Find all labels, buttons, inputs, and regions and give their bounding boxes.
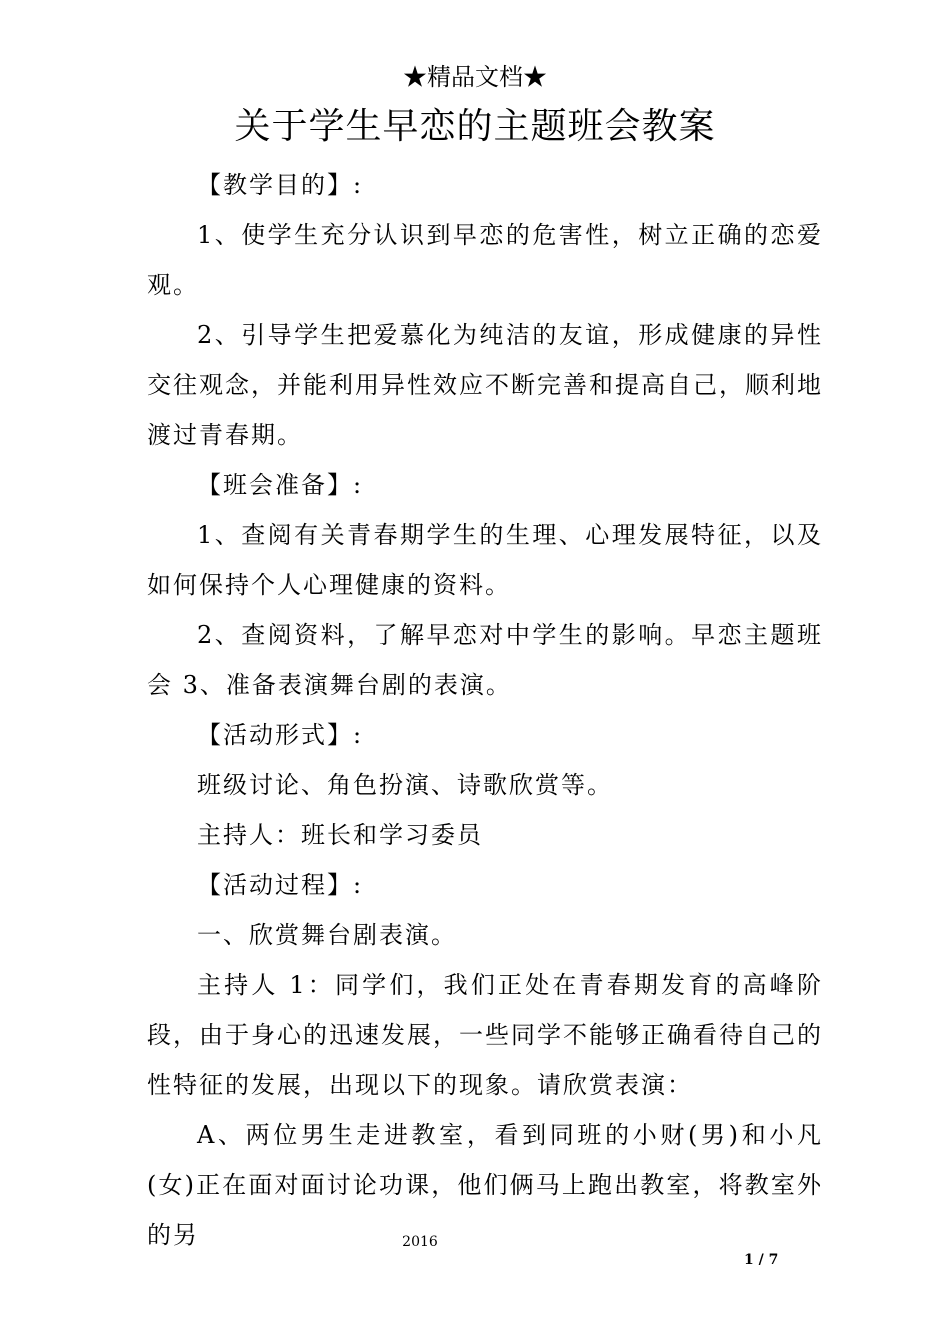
document-body	[147, 160, 823, 1260]
document-title: 关于学生早恋的主题班会教案	[234, 106, 716, 147]
section-heading-process: 【活动过程】:	[197, 871, 364, 899]
paragraph: 班级讨论、角色扮演、诗歌欣赏等。	[197, 771, 613, 799]
paragraph: 一、欣赏舞台剧表演。	[197, 921, 457, 949]
paragraph: 1、查阅有关青春期学生的生理、心理发展特征，以及如何保持个人心理健康的资料。	[147, 521, 823, 599]
paragraph: 主持人：班长和学习委员	[197, 821, 483, 849]
paragraph: 1、使学生充分认识到早恋的危害性，树立正确的恋爱观。	[147, 221, 823, 299]
paragraph: A、两位男生走进教室，看到同班的小财(男)和小凡(女)正在面对面讨论功课，他们俩马上跑出教室，将教室外的另	[147, 1121, 823, 1249]
paragraph: 2、引导学生把爱慕化为纯洁的友谊，形成健康的异性交往观念，并能利用异性效应不断完善和提高自己，顺利地渡过青春期。	[147, 321, 823, 449]
section-heading-objectives: 【教学目的】:	[197, 171, 364, 199]
section-heading-format: 【活动形式】:	[197, 721, 364, 749]
section-heading-preparation: 【班会准备】:	[197, 471, 364, 499]
paragraph: 2、查阅资料，了解早恋对中学生的影响。早恋主题班会 3、准备表演舞台剧的表演。	[147, 621, 823, 699]
page-number: 1 / 7	[744, 1252, 779, 1268]
footer-year: 2016	[402, 1234, 438, 1250]
header-mark: ★精品文档★	[403, 63, 547, 91]
paragraph: 主持人 1：同学们，我们正处在青春期发育的高峰阶段，由于身心的迅速发展，一些同学不能够正确看待自己的性特征的发展，出现以下的现象。请欣赏表演：	[147, 971, 823, 1099]
